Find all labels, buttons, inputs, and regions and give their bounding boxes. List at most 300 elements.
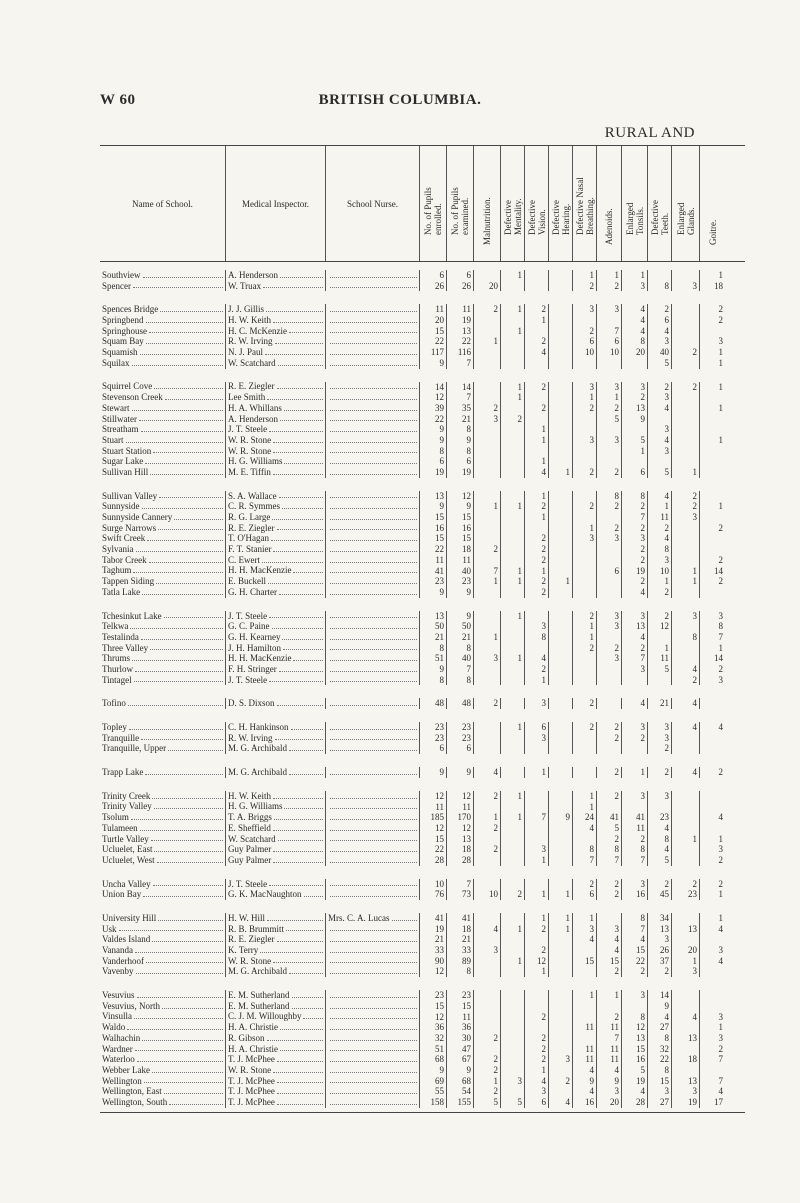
table-cell [548, 990, 572, 1001]
table-cell [621, 1001, 647, 1012]
table-cell: Springhouse [100, 326, 225, 337]
table-cell [548, 523, 572, 534]
table-cell: T. A. Briggs [225, 812, 325, 823]
table-cell: 3 [596, 611, 621, 622]
table-cell [548, 1033, 572, 1044]
table-cell [548, 566, 572, 577]
table-cell [325, 403, 419, 414]
table-cell [325, 1097, 419, 1108]
table-cell: R. W. Irving [225, 733, 325, 744]
table-cell: 22 [647, 1054, 671, 1065]
table-cell: 1 [647, 501, 671, 512]
table-cell: 3 [671, 966, 699, 977]
table-cell [572, 1001, 596, 1012]
table-cell [647, 456, 671, 467]
table-cell [524, 990, 548, 1001]
table-cell [325, 1012, 419, 1023]
table-cell [325, 1076, 419, 1087]
table-cell: 5 [647, 467, 671, 478]
table-cell [473, 611, 500, 622]
table-row [100, 358, 745, 369]
table-cell: Streatham [100, 424, 225, 435]
table-row [100, 934, 745, 945]
school-group [100, 722, 745, 754]
table-row [100, 743, 745, 754]
table-cell [325, 743, 419, 754]
table-cell: 32 [419, 1033, 446, 1044]
col-goitre: Goitre. [699, 146, 725, 261]
table-cell: 3 [671, 281, 699, 292]
table-cell [325, 501, 419, 512]
table-cell: 4 [524, 653, 548, 664]
table-cell [572, 587, 596, 598]
table-cell [548, 621, 572, 632]
table-cell: 4 [647, 844, 671, 855]
table-cell: 3 [572, 304, 596, 315]
table-cell [473, 315, 500, 326]
table-cell [473, 523, 500, 534]
table-cell: 15 [647, 1076, 671, 1087]
table-cell: 1 [572, 990, 596, 1001]
table-cell: 9 [419, 1065, 446, 1076]
table-cell: 11 [596, 1044, 621, 1055]
table-cell: C. J. M. Willoughby [225, 1012, 325, 1023]
table-cell: 4 [572, 1086, 596, 1097]
table-row [100, 767, 745, 778]
table-cell [572, 446, 596, 457]
table-cell [596, 446, 621, 457]
table-cell: Trinity Valley [100, 802, 225, 813]
table-cell: 1 [621, 767, 647, 778]
col-mentality: Defective Mentality. [500, 146, 524, 261]
table-cell: Vanderhoof [100, 956, 225, 967]
table-cell: 40 [446, 566, 473, 577]
table-cell: 2 [473, 844, 500, 855]
table-cell: Surge Narrows [100, 523, 225, 534]
table-cell: 20 [419, 315, 446, 326]
table-cell: 2 [596, 501, 621, 512]
table-cell: 4 [596, 934, 621, 945]
table-cell: R. E. Ziegler [225, 382, 325, 393]
table-row [100, 576, 745, 587]
table-cell [596, 456, 621, 467]
table-cell: 3 [647, 336, 671, 347]
table-cell [699, 424, 725, 435]
table-row [100, 403, 745, 414]
table-cell [325, 1001, 419, 1012]
table-cell: 7 [699, 1054, 725, 1065]
table-row [100, 1097, 745, 1108]
table-cell [596, 1001, 621, 1012]
table-cell: 2 [596, 791, 621, 802]
table-cell [325, 347, 419, 358]
table-row [100, 823, 745, 834]
table-cell [548, 544, 572, 555]
table-cell: 3 [572, 924, 596, 935]
table-row [100, 424, 745, 435]
table-cell: 2 [596, 722, 621, 733]
table-cell [524, 281, 548, 292]
table-cell [500, 336, 524, 347]
table-cell [699, 456, 725, 467]
table-cell: 8 [446, 966, 473, 977]
table-row [100, 1054, 745, 1065]
table-cell: 15 [419, 512, 446, 523]
table-cell: 16 [621, 889, 647, 900]
table-cell [671, 403, 699, 414]
table-cell: Wellington, East [100, 1086, 225, 1097]
table-cell [671, 802, 699, 813]
table-cell: 27 [647, 1022, 671, 1033]
table-row [100, 698, 745, 709]
table-cell [548, 1022, 572, 1033]
table-cell: 8 [621, 336, 647, 347]
table-cell: 14 [446, 382, 473, 393]
page-number: W 60 [100, 92, 136, 108]
table-cell [325, 512, 419, 523]
table-cell [473, 643, 500, 654]
table-cell [500, 675, 524, 686]
table-cell: Turtle Valley [100, 834, 225, 845]
table-cell: 11 [572, 1044, 596, 1055]
table-cell: 54 [446, 1086, 473, 1097]
table-cell [473, 382, 500, 393]
table-cell: 1 [500, 392, 524, 403]
table-cell [671, 414, 699, 425]
table-cell [548, 611, 572, 622]
table-cell [325, 879, 419, 890]
table-cell [325, 304, 419, 315]
table-cell [473, 491, 500, 502]
table-cell: Stuart [100, 435, 225, 446]
table-cell: 1 [699, 358, 725, 369]
table-cell: H. G. Williams [225, 456, 325, 467]
table-cell: 3 [596, 435, 621, 446]
table-cell [325, 1065, 419, 1076]
table-cell: 1 [548, 576, 572, 587]
table-cell: 3 [572, 533, 596, 544]
table-cell [500, 1033, 524, 1044]
table-cell: 47 [446, 1044, 473, 1055]
table-cell [500, 621, 524, 632]
table-cell: 1 [596, 270, 621, 281]
table-row [100, 889, 745, 900]
table-cell: 3 [524, 698, 548, 709]
table-cell: F. H. Stringer [225, 664, 325, 675]
table-cell: 4 [548, 1097, 572, 1108]
table-cell: 3 [524, 621, 548, 632]
table-cell: 11 [596, 1054, 621, 1065]
table-cell [473, 1001, 500, 1012]
table-cell: 5 [647, 855, 671, 866]
table-cell: 2 [699, 879, 725, 890]
table-cell: 1 [699, 834, 725, 845]
table-cell: 9 [548, 812, 572, 823]
table-cell: Springbend [100, 315, 225, 326]
table-cell: 19 [419, 924, 446, 935]
table-cell: 4 [621, 587, 647, 598]
table-cell: Spencer [100, 281, 225, 292]
table-cell: Vesuvius, North [100, 1001, 225, 1012]
table-cell: 2 [596, 879, 621, 890]
table-cell: Stevenson Creek [100, 392, 225, 403]
table-cell [572, 544, 596, 555]
table-cell [621, 424, 647, 435]
table-cell: 1 [500, 956, 524, 967]
table-cell: H. A. Whillans [225, 403, 325, 414]
table-cell [572, 767, 596, 778]
table-cell: 2 [647, 523, 671, 534]
table-row [100, 315, 745, 326]
table-cell [325, 576, 419, 587]
table-cell: 2 [647, 966, 671, 977]
table-cell: 3 [621, 990, 647, 1001]
table-cell: 36 [419, 1022, 446, 1033]
table-cell: 2 [524, 336, 548, 347]
table-cell: W. Truax [225, 281, 325, 292]
school-group [100, 270, 745, 291]
table-cell: Guy Palmer [225, 844, 325, 855]
table-cell [500, 643, 524, 654]
table-cell: 9 [446, 1065, 473, 1076]
table-cell: Topley [100, 722, 225, 733]
table-cell [548, 315, 572, 326]
table-cell: 15 [446, 1001, 473, 1012]
table-cell: 2 [699, 555, 725, 566]
table-cell [671, 934, 699, 945]
table-cell: W. Scatchard [225, 834, 325, 845]
table-cell: 3 [699, 611, 725, 622]
table-cell: 2 [596, 1012, 621, 1023]
table-cell: 2 [572, 698, 596, 709]
table-cell: Guy Palmer [225, 855, 325, 866]
table-cell: Telkwa [100, 621, 225, 632]
table-cell: 6 [419, 456, 446, 467]
table-cell [473, 664, 500, 675]
table-cell: 1 [524, 966, 548, 977]
table-cell: 7 [621, 512, 647, 523]
table-cell [325, 533, 419, 544]
table-cell [473, 456, 500, 467]
table-cell [325, 315, 419, 326]
page-title: BRITISH COLUMBIA. [318, 92, 482, 108]
table-cell: 69 [419, 1076, 446, 1087]
table-cell [548, 326, 572, 337]
table-cell: 2 [647, 304, 671, 315]
table-cell: 11 [596, 1022, 621, 1033]
table-cell: Tsolum [100, 812, 225, 823]
table-cell: C. H. Hankinson [225, 722, 325, 733]
table-cell [596, 698, 621, 709]
table-cell: 1 [500, 653, 524, 664]
table-cell [325, 945, 419, 956]
table-cell: 1 [548, 467, 572, 478]
table-cell: 4 [647, 326, 671, 337]
table-cell [500, 834, 524, 845]
table-cell: 7 [621, 855, 647, 866]
table-cell: 6 [596, 566, 621, 577]
table-cell: 2 [621, 643, 647, 654]
table-cell [671, 270, 699, 281]
table-cell [699, 823, 725, 834]
table-cell: 3 [473, 414, 500, 425]
table-row [100, 523, 745, 534]
table-cell: 6 [524, 1097, 548, 1108]
table-cell [572, 424, 596, 435]
table-cell: H. C. McKenzie [225, 326, 325, 337]
table-cell [548, 945, 572, 956]
table-cell: 10 [596, 347, 621, 358]
table-cell: C. R. Symmes [225, 501, 325, 512]
table-cell: 2 [596, 403, 621, 414]
table-cell: 28 [621, 1097, 647, 1108]
table-cell: 2 [596, 767, 621, 778]
table-cell [671, 456, 699, 467]
school-group [100, 879, 745, 900]
table-cell: 1 [500, 566, 524, 577]
table-cell: 2 [572, 501, 596, 512]
table-cell: Ucluelet, West [100, 855, 225, 866]
table-cell: 2 [699, 664, 725, 675]
table-cell [325, 934, 419, 945]
table-cell: T. J. McPhee [225, 1097, 325, 1108]
table-cell: 12 [419, 791, 446, 802]
table-cell [500, 435, 524, 446]
table-cell: 1 [572, 392, 596, 403]
table-cell [500, 467, 524, 478]
table-cell [473, 834, 500, 845]
table-cell [621, 675, 647, 686]
table-cell [647, 632, 671, 643]
table-cell: 4 [699, 812, 725, 823]
table-cell: 8 [446, 424, 473, 435]
table-cell [671, 555, 699, 566]
table-cell [524, 611, 548, 622]
table-cell [596, 587, 621, 598]
table-cell: 1 [699, 382, 725, 393]
table-cell: 41 [621, 812, 647, 823]
table-cell [596, 544, 621, 555]
table-cell: 22 [419, 414, 446, 425]
table-cell: 13 [671, 1033, 699, 1044]
col-hearing: Defective Hearing. [548, 146, 572, 261]
table-cell [500, 802, 524, 813]
table-cell [473, 358, 500, 369]
table-cell [572, 834, 596, 845]
table-cell: 3 [524, 1086, 548, 1097]
table-cell: 5 [500, 1097, 524, 1108]
col-adenoids: Adenoids. [596, 146, 621, 261]
table-cell: 1 [671, 834, 699, 845]
table-cell: 4 [647, 435, 671, 446]
table-cell: 2 [671, 491, 699, 502]
table-cell [548, 632, 572, 643]
table-cell: 8 [446, 446, 473, 457]
table-cell: 4 [621, 632, 647, 643]
table-cell: 9 [419, 501, 446, 512]
table-cell [548, 767, 572, 778]
table-cell: E. Sheffield [225, 823, 325, 834]
table-cell: 1 [500, 501, 524, 512]
table-cell: 23 [647, 812, 671, 823]
table-cell [325, 924, 419, 935]
table-cell: Southview [100, 270, 225, 281]
table-cell [699, 934, 725, 945]
table-cell [473, 802, 500, 813]
table-cell [548, 698, 572, 709]
table-cell: 3 [621, 611, 647, 622]
table-cell: Sunnyside [100, 501, 225, 512]
table-cell: 4 [647, 403, 671, 414]
table-cell: 2 [572, 467, 596, 478]
table-cell [524, 743, 548, 754]
table-cell: 1 [524, 435, 548, 446]
table-cell [572, 1033, 596, 1044]
table-cell: 18 [699, 281, 725, 292]
table-cell: 9 [446, 767, 473, 778]
table-cell: 18 [671, 1054, 699, 1065]
table-cell: Sugar Lake [100, 456, 225, 467]
school-group [100, 491, 745, 598]
table-cell: 2 [596, 889, 621, 900]
table-cell: 9 [419, 587, 446, 598]
table-cell: K. Terry [225, 945, 325, 956]
table-cell: 19 [419, 467, 446, 478]
table-cell: 2 [671, 501, 699, 512]
table-row [100, 834, 745, 845]
table-cell [548, 722, 572, 733]
table-cell: 13 [446, 834, 473, 845]
table-row [100, 544, 745, 555]
table-cell [500, 823, 524, 834]
table-cell: T. J. McPhee [225, 1054, 325, 1065]
table-cell [671, 446, 699, 457]
table-cell: 12 [621, 1022, 647, 1033]
table-row [100, 414, 745, 425]
table-cell: 5 [596, 823, 621, 834]
table-cell: 3 [647, 555, 671, 566]
table-cell [473, 956, 500, 967]
table-cell: Swift Creek [100, 533, 225, 544]
table-cell: 15 [419, 834, 446, 845]
table-cell [524, 1001, 548, 1012]
table-cell: 33 [419, 945, 446, 956]
table-cell [671, 743, 699, 754]
table-cell: 23 [419, 990, 446, 1001]
table-cell: Sullivan Hill [100, 467, 225, 478]
table-cell: Tofino [100, 698, 225, 709]
table-cell: 3 [671, 512, 699, 523]
table-cell: J. T. Steele [225, 879, 325, 890]
table-cell [500, 456, 524, 467]
table-cell [500, 533, 524, 544]
table-cell: 26 [419, 281, 446, 292]
table-cell: 1 [699, 889, 725, 900]
table-cell: 1 [647, 643, 671, 654]
table-cell [699, 512, 725, 523]
table-cell: 3 [596, 304, 621, 315]
table-cell: G. K. MacNaughton [225, 889, 325, 900]
table-cell: 11 [647, 512, 671, 523]
table-cell: 2 [621, 576, 647, 587]
table-row [100, 733, 745, 744]
table-cell: Wardner [100, 1044, 225, 1055]
school-group [100, 913, 745, 977]
table-cell: 1 [671, 956, 699, 967]
table-cell: 3 [621, 879, 647, 890]
table-cell [524, 643, 548, 654]
table-cell: 22 [621, 956, 647, 967]
